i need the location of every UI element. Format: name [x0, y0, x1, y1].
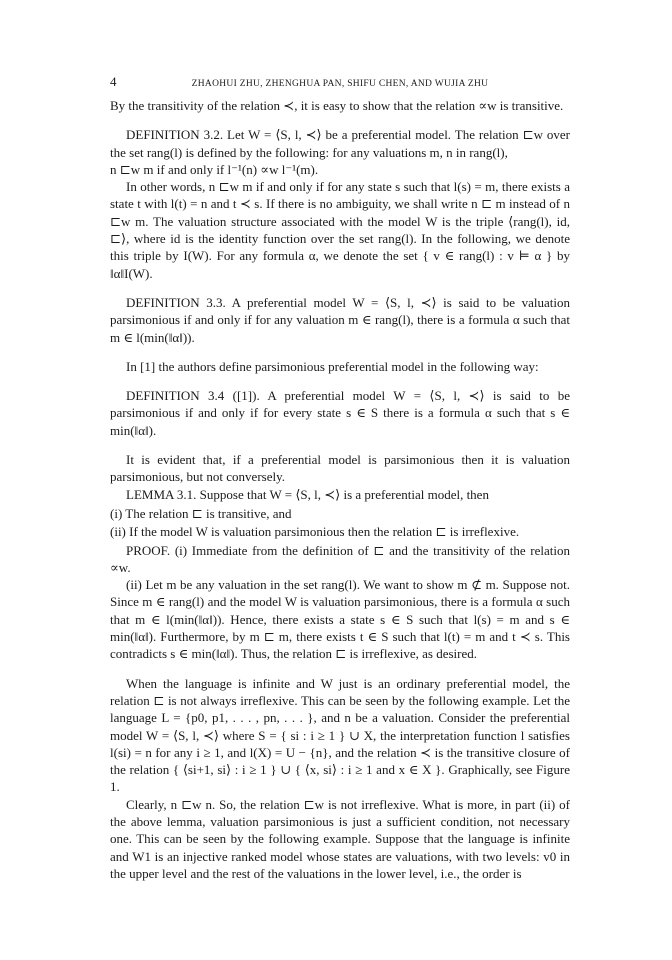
- definition-3-3: DEFINITION 3.3. A preferential model W = ⟨S, l, ≺⟩ is said to be valuation parsimonious if and only if for any valuation m ∈ rang(l), there is a formula α such that m ∈ l(min(‖α‖)).: [110, 294, 570, 345]
- lemma-item-i: (i) The relation ⊏ is transitive, and: [110, 505, 292, 521]
- lemma-item-ii: (ii) If the model W is valuation parsimonious then the relation ⊏ is irreflexive.: [110, 524, 520, 540]
- running-head: ZHAOHUI ZHU, ZHENGHUA PAN, SHIFU CHEN, AND WUJIA ZHU: [191, 79, 489, 89]
- paragraph-other-words: In other words, n ⊏w m if and only if for any state s such that l(s) = m, there exists a state t with l(t) = n and t ≺ s. If there is no ambiguity, we shall write n ⊏ m instead of n ⊏w m. The valuation structure associated with the model W is the triple ⟨rang(l), id, ⊏⟩, where id is the identity function over the set rang(l). In the following, we denote this triple by I(W). For any formula α, we denote the set { v ∈ rang(l) : v ⊨ α } by ‖α‖I(W).: [110, 179, 570, 281]
- page-header: [110, 73, 570, 93]
- paragraph-in-1: In [1] the authors define parsimonious preferential model in the following way:: [126, 358, 539, 374]
- lemma-items: [110, 505, 570, 541]
- display-equation: n ⊏w m if and only if l⁻¹(n) ∝w l⁻¹(m).: [110, 161, 319, 177]
- paragraph-clearly: Clearly, n ⊏w n. So, the relation ⊏w is not irreflexive. What is more, in part (ii) of the above lemma, valuation parsimonious is just a sufficient condition, not necessary one. This can be seen by the following example. Suppose that the language is infinite and W1 is an injective ranked model whose states are valuations, with two levels: v0 in the upper level and the rest of the valuations in the lower level, i.e., the order is: [110, 796, 570, 881]
- paragraph-transitivity: By the transitivity of the relation ≺, it is easy to show that the relation ∝w is transitive.: [110, 98, 564, 113]
- definition-3-2: DEFINITION 3.2. Let W = ⟨S, l, ≺⟩ be a preferential model. The relation ⊏w over the set rang(l) is defined by the following: for any valuations m, n in rang(l),: [110, 127, 570, 160]
- page-body: [110, 97, 570, 882]
- proof-part-ii: (ii) Let m be any valuation in the set rang(l). We want to show m ⊄ m. Suppose not. Since m ∈ rang(l) and the model W is valuation parsimonious, there is a formula α such that m ∈ l(min(‖α‖)). Hence, there exists a state s ∈ S such that l(s) = m and s ∈ min(‖α‖). Furthermore, by m ⊏ m, there exists t ∈ S such that l(t) = m and t ≺ s. This contradicts s ∈ min(‖α‖). Thus, the relation ⊏ is irreflexive, as desired.: [110, 577, 570, 662]
- lemma-3-1: LEMMA 3.1. Suppose that W = ⟨S, l, ≺⟩ is a preferential model, then: [126, 486, 489, 502]
- proof-part-i: PROOF. (i) Immediate from the definition of ⊏ and the transitivity of the relation ∝w.: [110, 542, 570, 575]
- paragraph-evident: It is evident that, if a preferential model is parsimonious then it is valuation parsimonious, but not conversely.: [110, 452, 570, 485]
- page-number: 4: [110, 74, 117, 89]
- paragraph-infinite-language: When the language is infinite and W just is an ordinary preferential model, the relation ⊏ is not always irreflexive. This can be seen by the following example. Let the language L = {p0, p1, . . . , pn, . . . }, and n be a valuation. Consider the preferential model W = ⟨S, l, ≺⟩ where S = { si : i ≥ 1 } ∪ X, the interpretation function l satisfies l(si) = n for any i ≥ 1, and l(X) = U − {n}, and the relation ≺ is the transitive closure of the relation { ⟨si+1, si⟩ : i ≥ 1 } ∪ { ⟨x, si⟩ : i ≥ 1 and x ∈ X }. Graphically, see Figure 1.: [110, 675, 570, 795]
- definition-3-4: DEFINITION 3.4 ([1]). A preferential model W = ⟨S, l, ≺⟩ is said to be parsimonious if and only if for every state s ∈ S there is a formula α such that s ∈ min(‖α‖).: [110, 388, 570, 438]
